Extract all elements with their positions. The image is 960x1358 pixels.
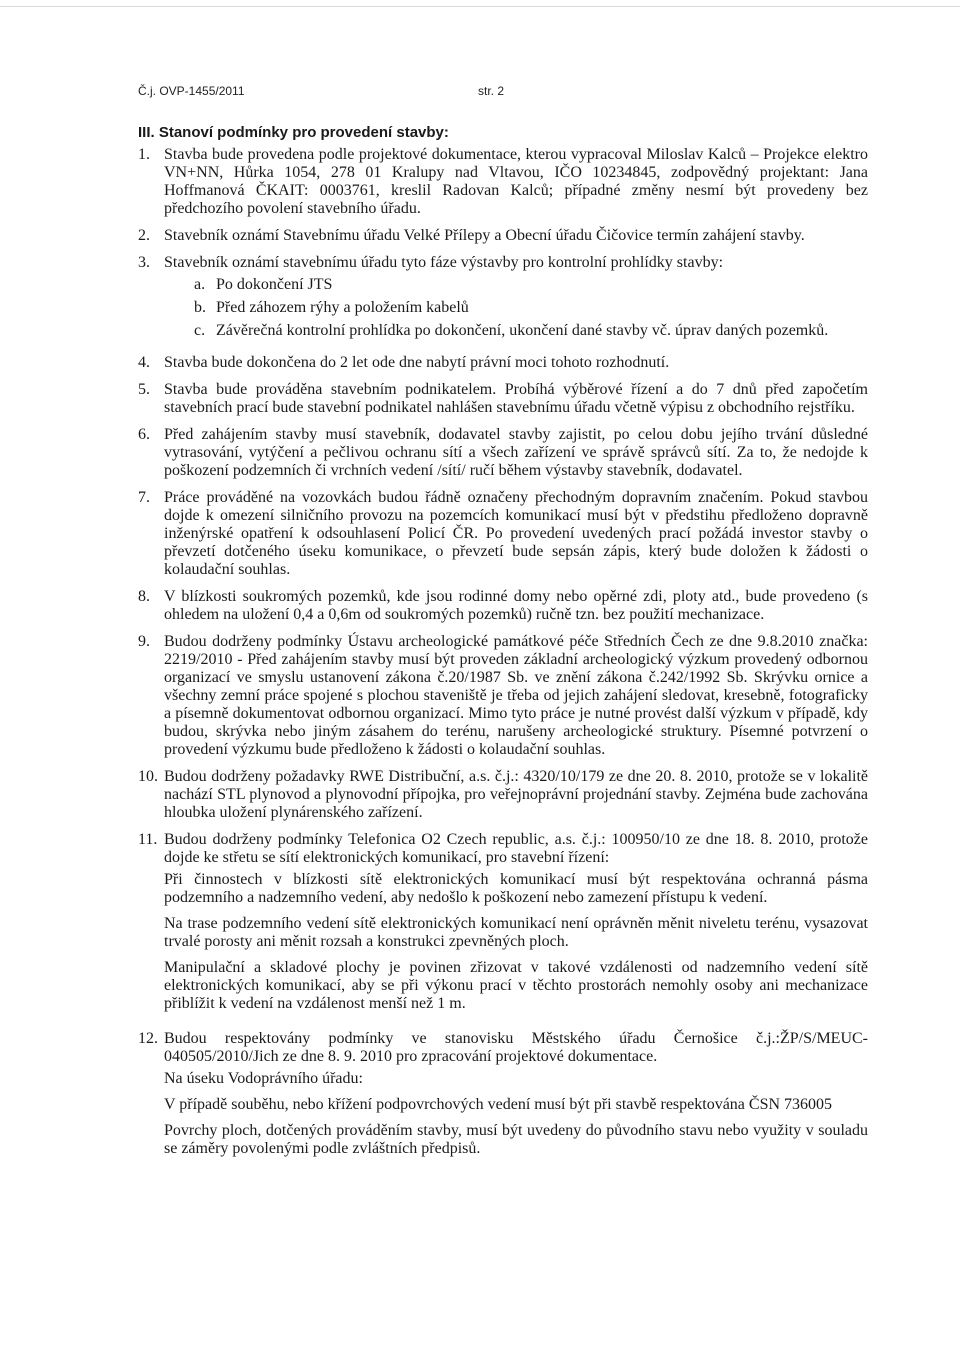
condition-paragraph: Při činnostech v blízkosti sítě elektronických komunikací musí být respektována ochranná pásma podzemního a nadzemního vedení, aby nedošlo k poškození nebo zamezení přístupu k vedení.: [164, 871, 868, 906]
scan-edge-line: [0, 6, 960, 7]
condition-paragraph: Na úseku Vodoprávního úřadu:: [164, 1070, 363, 1087]
condition-body: [164, 489, 868, 579]
condition-number: 2.: [138, 227, 150, 244]
condition-number: 1.: [138, 146, 150, 163]
condition-body: [164, 254, 868, 345]
condition-text: Budou dodrženy podmínky Ústavu archeologické památkové péče Středních Čech ze dne 9.8.2010 značka: 2219/2010 - Před zahájením stavby musí být proveden základní archeologický výzkum provedený odbornou organizací ve smyslu ustanovení zákona č.20/1987 Sb. ve znění zákona č.242/1992 Sb. Skrývku ornice a všechny zemní práce spojené s plochou staveniště je třeba od jejich zahájení sledovat, kresebně, fotograficky a písemně dokumentovat odbornou organizací. Mimo tyto práce je nutné provést další výzkum v případě, kdy budou, skrývka nebo jiným zásahem do terénu, narušeny archeologické struktury. Písemné potvrzení o provedení výzkumu bude předloženo k žádosti o kolaudační souhlas.: [164, 633, 868, 758]
condition-paragraph: Povrchy ploch, dotčených prováděním stavby, musí být uvedeny do původního stavu nebo využity v souladu se záměry povolenými podle zvláštních předpisů.: [164, 1122, 868, 1157]
condition-number: 11.: [138, 831, 158, 848]
conditions-list: [138, 146, 868, 1175]
condition-item: [138, 354, 868, 372]
condition-item: [138, 146, 868, 218]
condition-paragraph: Manipulační a skladové plochy je povinen zřizovat v takové vzdálenosti od nadzemního vedení sítě elektronických komunikací, aby se při výkonu prací v těchto prostorách nemohly osoby ani mechanizace přiblížit k vedení na vzdálenost menší než 1 m.: [164, 959, 868, 1012]
condition-item: [138, 831, 868, 1021]
condition-body: [164, 146, 868, 218]
condition-item: [138, 588, 868, 624]
sub-item: [194, 322, 868, 340]
condition-text: Budou dodrženy požadavky RWE Distribuční, a.s. č.j.: 4320/10/179 ze dne 20. 8. 2010, protože se v lokalitě nachází STL plynovod a plynovodní přípojka, pro veřejnoprávní projednání stavby. Zejména bude zachována hloubka uložení plynárenského zařízení.: [164, 768, 868, 821]
condition-item: [138, 489, 868, 579]
section-heading: III. Stanoví podmínky pro provedení stavby:: [138, 124, 449, 141]
condition-number: 7.: [138, 489, 150, 506]
condition-text: Budou dodrženy podmínky Telefonica O2 Czech republic, a.s. č.j.: 100950/10 ze dne 18. 8. 2010, protože dojde ke střetu se sítí elektronických komunikací, pro stavební řízení:: [164, 831, 868, 866]
condition-item: [138, 426, 868, 480]
condition-number: 8.: [138, 588, 150, 605]
condition-body: [164, 227, 868, 245]
condition-number: 3.: [138, 254, 150, 271]
condition-number: 4.: [138, 354, 150, 371]
condition-text: Stavebník oznámí stavebnímu úřadu tyto fáze výstavby pro kontrolní prohlídky stavby:: [164, 254, 724, 271]
sub-item-letter: b.: [194, 299, 206, 316]
condition-body: [164, 1030, 868, 1166]
condition-text: Stavba bude provedena podle projektové dokumentace, kterou vypracoval Miloslav Kalců – Projekce elektro VN+NN, Hůrka 1054, 278 01 Kralupy nad Vltavou, IČO 10234845, zodpovědný projektant: Jana Hoffmanová ČKAIT: 0003761, kreslil Radovan Kalců; případné změny nesmí být provedeny bez předchozího povolení stavebního úřadu.: [164, 146, 868, 217]
sub-item: [194, 276, 868, 294]
condition-item: [138, 227, 868, 245]
condition-body: [164, 831, 868, 1021]
condition-paragraph: V případě souběhu, nebo křížení podpovrchových vedení musí být při stavbě respektována ČSN 736005: [164, 1096, 833, 1113]
page-number: str. 2: [478, 84, 505, 98]
condition-item: [138, 633, 868, 759]
condition-text: Stavebník oznámí Stavebnímu úřadu Velké Přílepy a Obecní úřadu Čičovice termín zahájení stavby.: [164, 227, 805, 244]
condition-body: [164, 768, 868, 822]
condition-text: Stavba bude dokončena do 2 let ode dne nabytí právní moci tohoto rozhodnutí.: [164, 354, 670, 371]
sub-item-text: Před záhozem rýhy a položením kabelů: [216, 299, 469, 316]
sub-item-text: Po dokončení JTS: [216, 276, 333, 293]
condition-item: [138, 1030, 868, 1166]
reference-number: Č.j. OVP-1455/2011: [138, 84, 245, 98]
condition-number: 6.: [138, 426, 150, 443]
condition-body: [164, 633, 868, 759]
sub-item: [194, 299, 868, 317]
sub-item-letter: a.: [194, 276, 206, 293]
condition-item: [138, 768, 868, 822]
condition-number: 12.: [138, 1030, 158, 1047]
condition-item: [138, 254, 868, 345]
sub-item-text: Závěrečná kontrolní prohlídka po dokončení, ukončení dané stavby vč. úprav daných pozemků.: [216, 322, 829, 339]
condition-text: V blízkosti soukromých pozemků, kde jsou rodinné domy nebo opěrné zdi, ploty atd., bude provedeno (s ohledem na uložení 0,4 a 0,6m od soukromých pozemků) ručně tzn. bez použití mechanizace.: [164, 588, 868, 623]
condition-number: 9.: [138, 633, 150, 650]
sub-item-letter: c.: [194, 322, 206, 339]
condition-text: Stavba bude prováděna stavebním podnikatelem. Probíhá výběrové řízení a do 7 dnů před započetím stavebních prací bude stavební podnikatel nahlášen stavebnímu úřadu včetně výpisu z obchodního rejstříku.: [164, 381, 868, 416]
condition-text: Před zahájením stavby musí stavebník, dodavatel stavby zajistit, po celou dobu jejího trvání důsledné vytrasování, vytýčení a pečlivou ochranu sítí a všech zařízení ve správě správců sítí. Za to, že nedojde k poškození podzemních či vrchních vedení /sítí/ ručí během výstavby stavebník, dodavatel.: [164, 426, 868, 479]
condition-number: 10.: [138, 768, 158, 785]
condition-body: [164, 426, 868, 480]
condition-body: [164, 588, 868, 624]
condition-body: [164, 381, 868, 417]
condition-item: [138, 381, 868, 417]
condition-text: Budou respektovány podmínky ve stanovisku Městského úřadu Černošice č.j.:ŽP/S/MEUC-040505/2010/Jich ze dne 8. 9. 2010 pro zpracování projektové dokumentace.: [164, 1030, 868, 1065]
condition-text: Práce prováděné na vozovkách budou řádně označeny přechodným dopravním značením. Pokud stavbou dojde k omezení silničního provozu na pozemcích komunikací musí být v předstihu předloženo dopravně inženýrské opatření k odsouhlasení Policí ČR. Po provedení uvedených prací požádá investor stavby o převzetí dotčeného úseku komunikace, o převzetí bude sepsán zápis, který bude doložen k žádosti o kolaudační souhlas.: [164, 489, 868, 578]
condition-body: [164, 354, 868, 372]
condition-number: 5.: [138, 381, 150, 398]
condition-paragraph: Na trase podzemního vedení sítě elektronických komunikací není oprávněn měnit niveletu terénu, vysazovat trvalé porosty ani měnit rozsah a konstrukci zpevněných ploch.: [164, 915, 868, 950]
